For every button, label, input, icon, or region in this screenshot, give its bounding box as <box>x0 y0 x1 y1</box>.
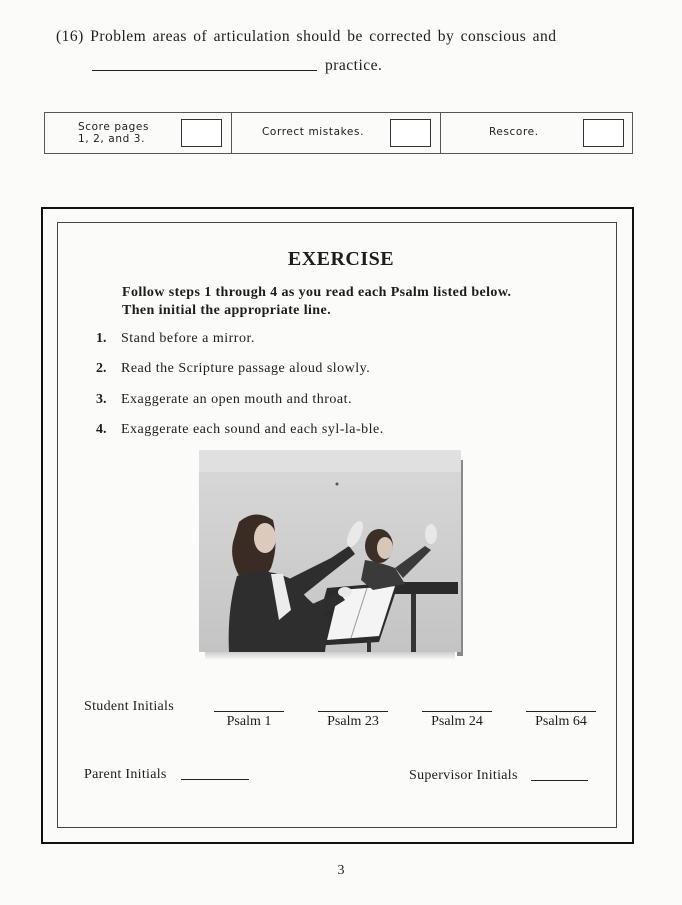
correct-mistakes-checkbox[interactable] <box>390 119 431 147</box>
step-text: Exaggerate an open mouth and throat. <box>121 392 353 407</box>
step-number: 1. <box>96 331 107 346</box>
psalm-64-initial-line[interactable] <box>526 711 596 712</box>
psalm-label: Psalm 23 <box>327 714 379 729</box>
score-pages-checkbox[interactable] <box>181 119 222 147</box>
question-number: (16) <box>56 28 84 45</box>
step-number: 4. <box>96 422 107 437</box>
exercise-title: EXERCISE <box>287 248 395 270</box>
psalm-label: Psalm 24 <box>431 714 483 729</box>
step-number: 2. <box>96 361 107 376</box>
rescore-label: Rescore. <box>489 126 539 138</box>
answer-blank[interactable] <box>92 70 317 71</box>
parent-initials-line[interactable] <box>181 779 249 780</box>
step-text: Exaggerate each sound and each syl-la-ble. <box>121 422 384 437</box>
score-pages-label: Score pages 1, 2, and 3. <box>78 121 150 145</box>
score-cell-rescore <box>441 113 632 153</box>
psalm-label: Psalm 1 <box>226 714 272 729</box>
supervisor-initials-line[interactable] <box>531 780 588 781</box>
score-cell-score-pages <box>45 113 231 153</box>
question-16-text <box>56 28 557 46</box>
rescore-checkbox[interactable] <box>583 119 624 147</box>
supervisor-initials-label: Supervisor Initials <box>409 768 518 783</box>
step-text: Stand before a mirror. <box>121 331 255 346</box>
question-continuation: practice. <box>325 57 383 74</box>
student-initials-label: Student Initials <box>84 699 174 714</box>
question-prompt: Problem areas of articulation should be corrected by conscious and <box>90 28 557 45</box>
psalm-1-initial-line[interactable] <box>214 711 284 712</box>
exercise-instructions: Follow steps 1 through 4 as you read each Psalm listed below. Then initial the appropriate line. <box>122 285 512 318</box>
score-cell-correct-mistakes <box>232 113 439 153</box>
psalm-23-initial-line[interactable] <box>318 711 388 712</box>
parent-initials-label: Parent Initials <box>84 767 167 782</box>
page-number: 3 <box>337 863 345 878</box>
step-text: Read the Scripture passage aloud slowly. <box>121 361 371 376</box>
psalm-24-initial-line[interactable] <box>422 711 492 712</box>
psalm-label: Psalm 64 <box>535 714 587 729</box>
score-table <box>44 112 633 154</box>
correct-mistakes-label: Correct mistakes. <box>262 126 365 138</box>
conducting-women-photo <box>199 450 465 662</box>
step-number: 3. <box>96 392 107 407</box>
